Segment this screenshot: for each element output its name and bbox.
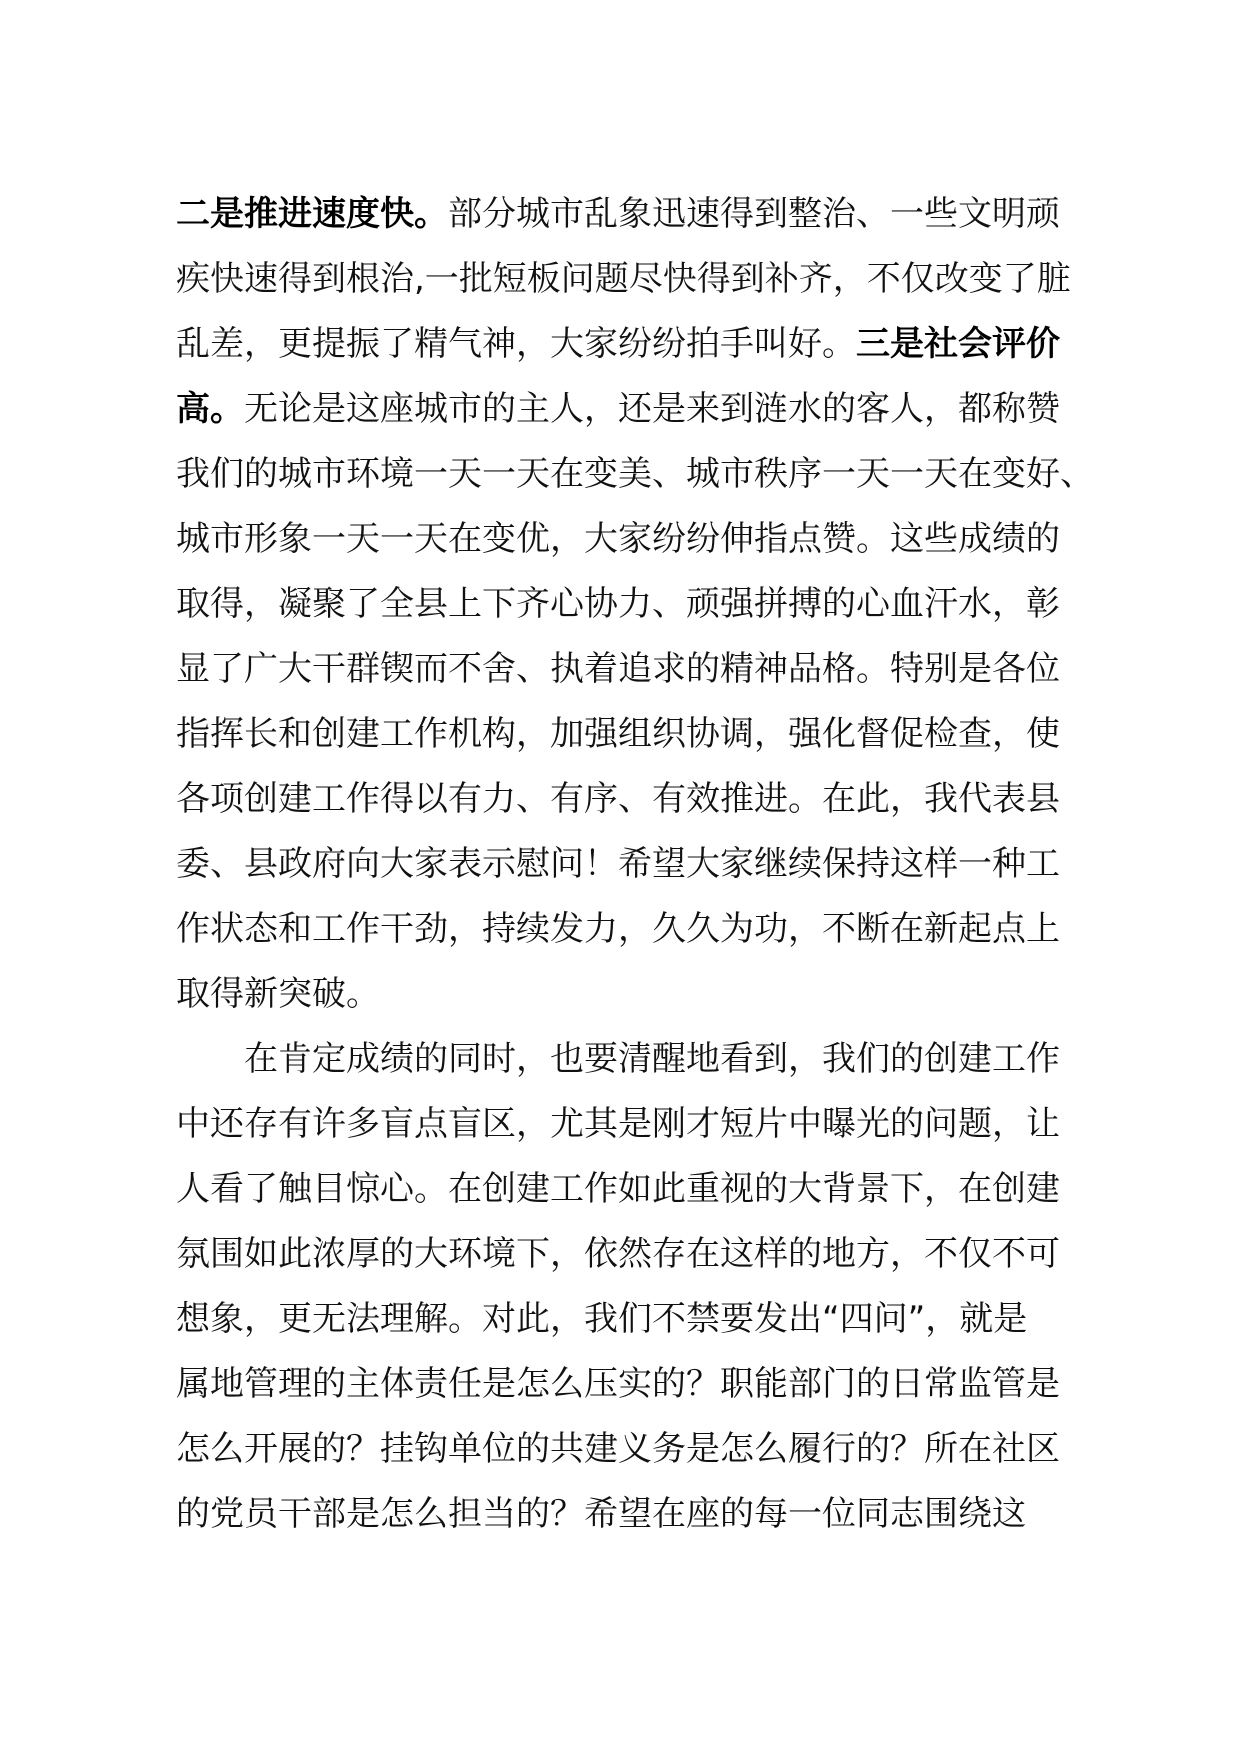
paragraph-1-line-13: 取得新突破。 bbox=[176, 974, 380, 1014]
document-body bbox=[176, 182, 1094, 1547]
paragraph-2-line-7: 怎么开展的？挂钩单位的共建义务是怎么履行的？所在社区 bbox=[176, 1429, 1060, 1469]
paragraph-1-line-1 bbox=[176, 182, 1076, 247]
paragraph-2 bbox=[176, 1027, 1076, 1547]
paragraph-2-line-5: 想象，更无法理解。对此，我们不禁要发出“四问”，就是 bbox=[176, 1299, 1028, 1339]
paragraph-1-line-2: 疾快速得到根治,一批短板问题尽快得到补齐，不仅改变了脏 bbox=[176, 259, 1071, 299]
paragraph-2-line-6: 属地管理的主体责任是怎么压实的？职能部门的日常监管是 bbox=[176, 1364, 1060, 1404]
paragraph-1-line-6: 城市形象一天一天在变优，大家纷纷伸指点赞。这些成绩的 bbox=[176, 519, 1060, 559]
paragraph-2-line-1: 在肯定成绩的同时，也要清醒地看到，我们的创建工作 bbox=[244, 1039, 1060, 1079]
paragraph-1-line-12: 作状态和工作干劲，持续发力，久久为功，不断在新起点上 bbox=[176, 909, 1060, 949]
body-text: 部分城市乱象迅速得到整治、一些文明顽 bbox=[448, 194, 1060, 234]
paragraph-1-line-8: 显了广大干群锲而不舍、执着追求的精神品格。特别是各位 bbox=[176, 649, 1060, 689]
paragraph-1-line-11: 委、县政府向大家表示慰问！希望大家继续保持这样一种工 bbox=[176, 844, 1060, 884]
body-text: 乱差，更提振了精气神，大家纷纷拍手叫好。 bbox=[176, 324, 856, 364]
bold-heading-text: 三是社会评价 bbox=[856, 324, 1060, 364]
paragraph-1-line-10: 各项创建工作得以有力、有序、有效推进。在此，我代表县 bbox=[176, 779, 1060, 819]
bold-heading-text: 二是推进速度快。 bbox=[176, 194, 448, 234]
paragraph-2-line-3: 人看了触目惊心。在创建工作如此重视的大背景下，在创建 bbox=[176, 1169, 1060, 1209]
paragraph-2-line-8: 的党员干部是怎么担当的？希望在座的每一位同志围绕这 bbox=[176, 1494, 1026, 1534]
paragraph-1-line-5: 我们的城市环境一天一天在变美、城市秩序一天一天在变好、 bbox=[176, 454, 1094, 494]
paragraph-2-line-4: 氛围如此浓厚的大环境下，依然存在这样的地方，不仅不可 bbox=[176, 1234, 1060, 1274]
bold-heading-text: 高。 bbox=[176, 389, 244, 429]
paragraph-1-line-7: 取得，凝聚了全县上下齐心协力、顽强拼搏的心血汗水，彰 bbox=[176, 584, 1060, 624]
paragraph-1-line-9: 指挥长和创建工作机构，加强组织协调，强化督促检查，使 bbox=[176, 714, 1060, 754]
paragraph-1-line-4 bbox=[176, 377, 1076, 442]
body-text: 无论是这座城市的主人，还是来到涟水的客人，都称赞 bbox=[244, 389, 1060, 429]
paragraph-2-line-2: 中还存有许多盲点盲区，尤其是刚才短片中曝光的问题，让 bbox=[176, 1104, 1060, 1144]
paragraph-1-line-3 bbox=[176, 312, 1076, 377]
paragraph-1 bbox=[176, 182, 1094, 1027]
